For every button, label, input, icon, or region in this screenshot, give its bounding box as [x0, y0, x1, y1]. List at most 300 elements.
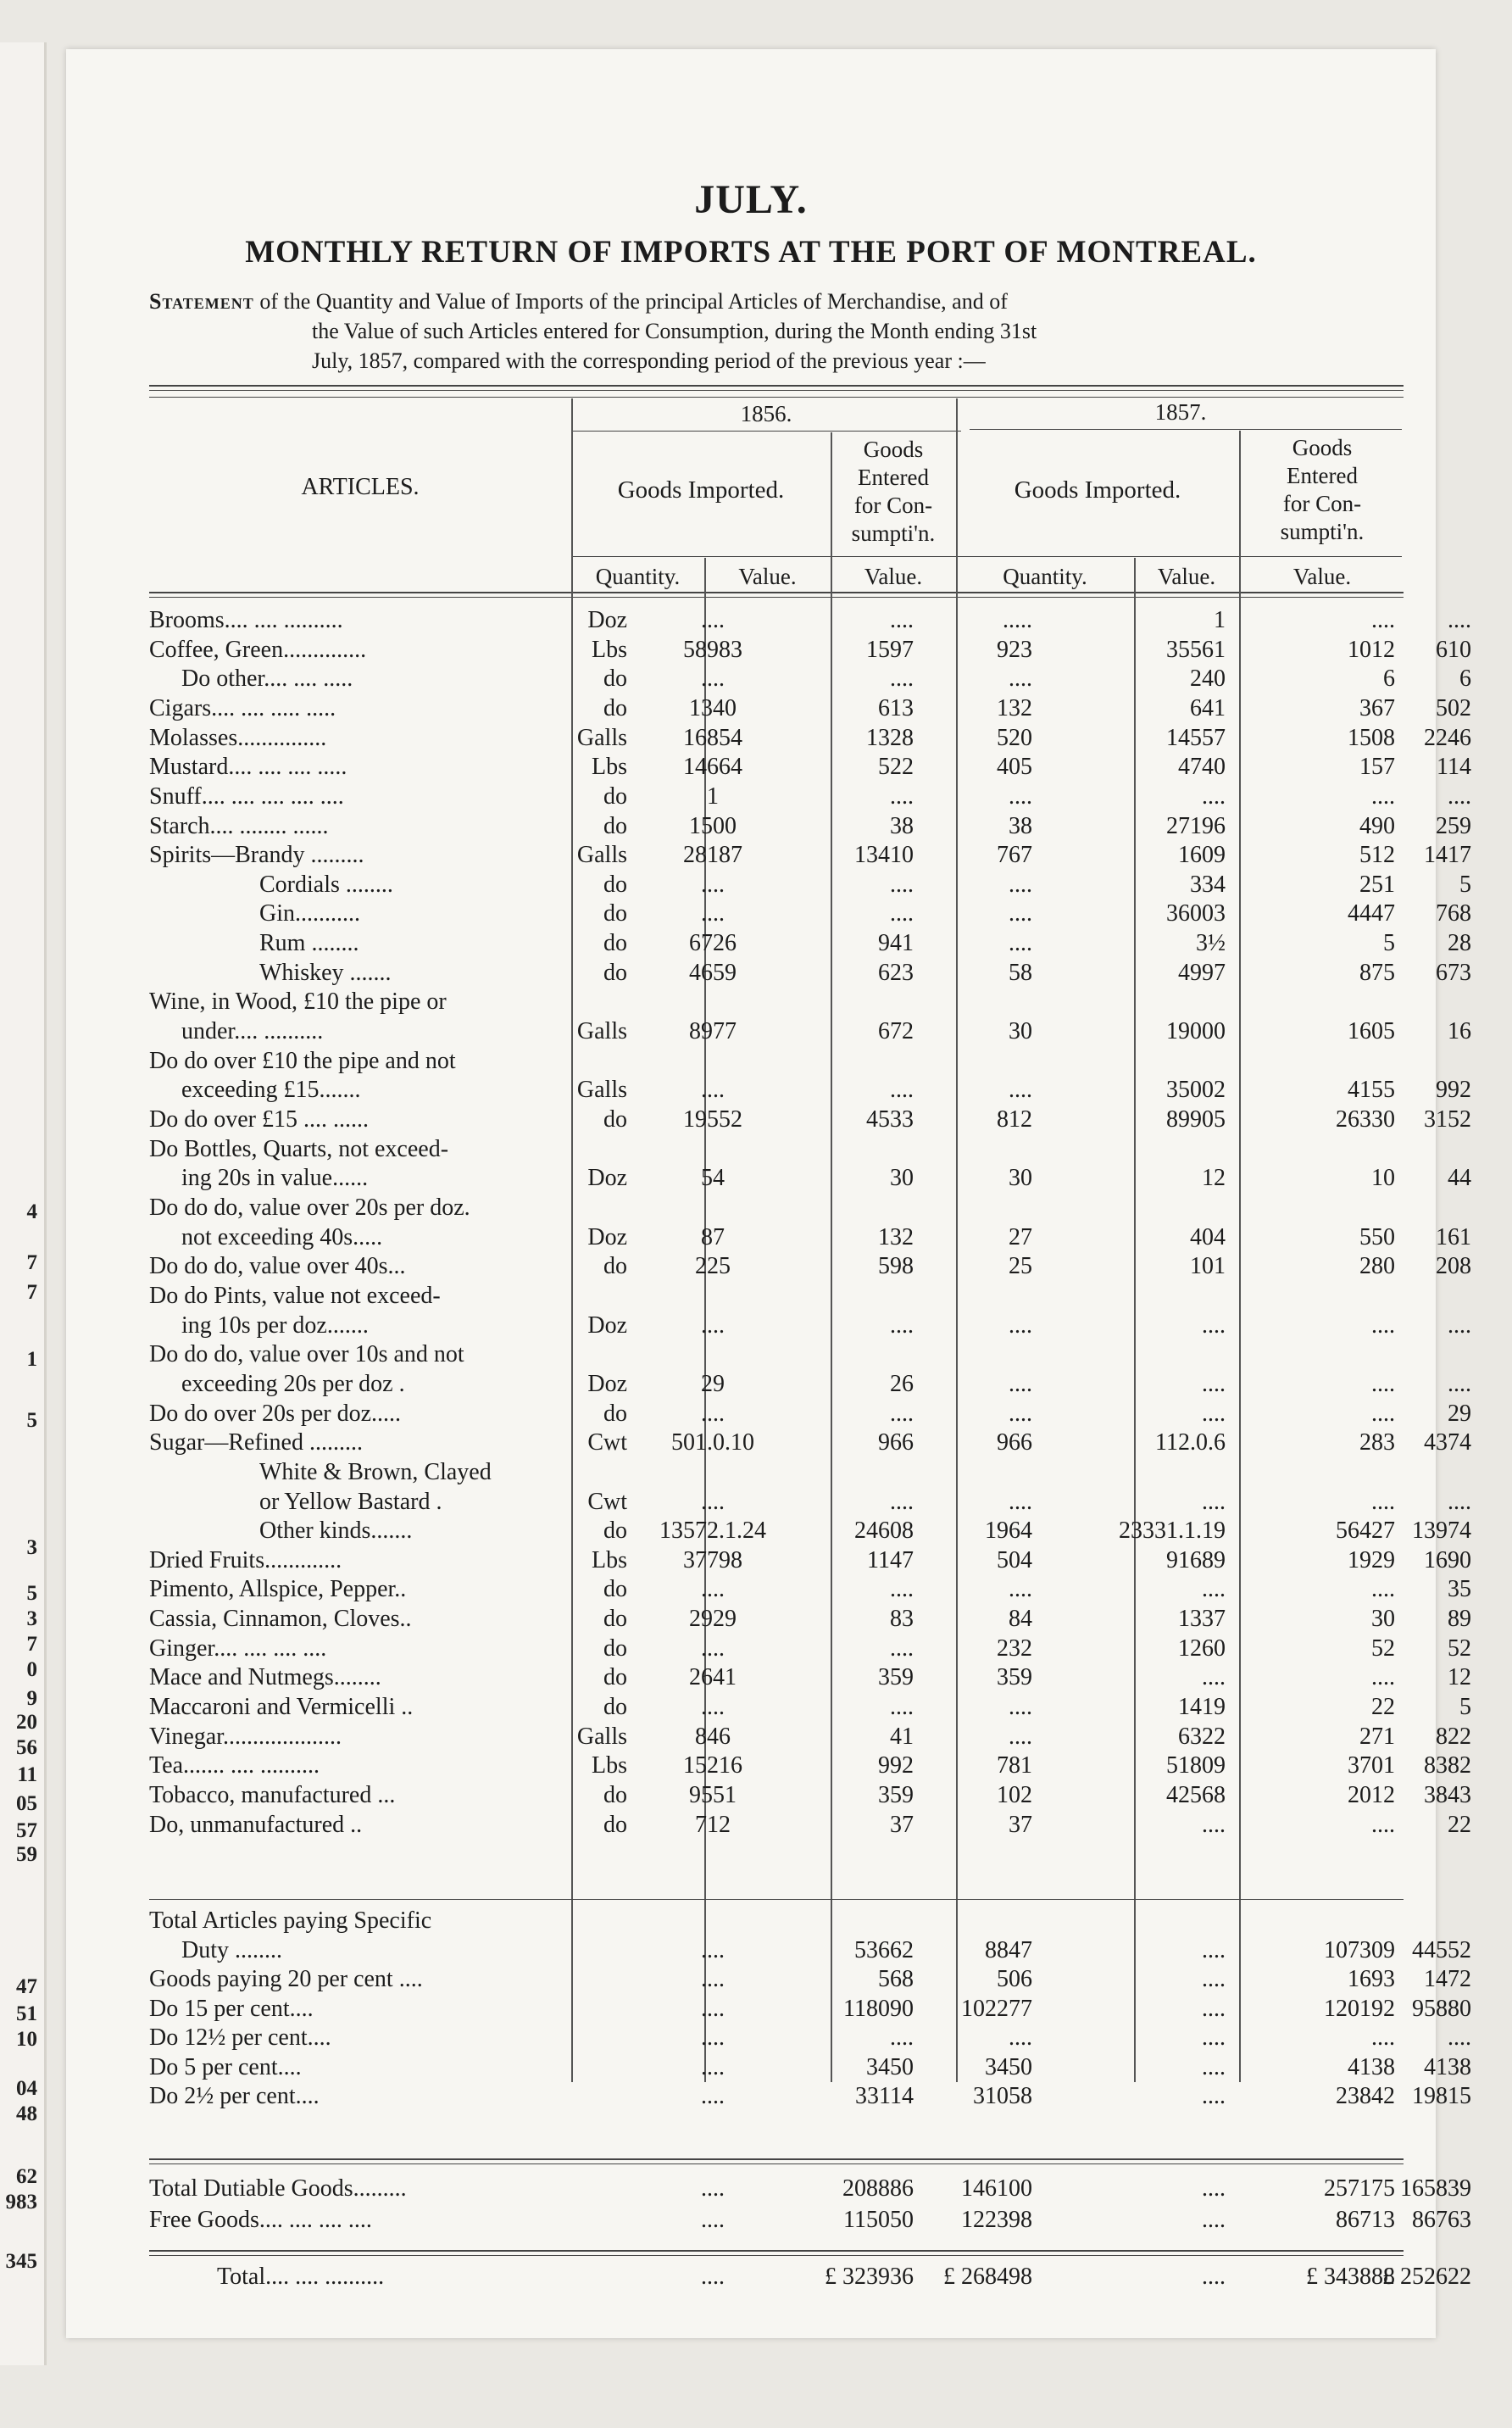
- article-name: Do 2½ per cent....: [149, 2083, 320, 2109]
- quantity-1857-cell: 1609: [1178, 842, 1226, 868]
- quantity-1856-cell: ....: [701, 1576, 725, 1602]
- quantity-1856-cell: ....: [701, 2175, 725, 2202]
- article-name: Do do over 20s per doz.....: [149, 1401, 402, 1427]
- rule-before-summary: [149, 1899, 1404, 1900]
- value-1856-cell: 672: [878, 1018, 914, 1044]
- table-row: [149, 1576, 1471, 1605]
- article-name: ing 10s per doz.......: [181, 1312, 369, 1339]
- article-name: White & Brown, Clayed: [259, 1459, 492, 1485]
- entered-1856-cell: 359: [997, 1664, 1032, 1690]
- article-name: Coffee, Green..............: [149, 637, 367, 663]
- quantity-1857-cell: ....: [1202, 2175, 1226, 2202]
- previous-page-number: 5: [26, 1409, 37, 1432]
- entered-1856-cell: 520: [997, 725, 1032, 751]
- value-1857-cell: 10: [1371, 1165, 1395, 1191]
- quantity-1857-cell: ....: [1202, 1401, 1226, 1427]
- value-1857-cell: ....: [1371, 1489, 1395, 1515]
- table-row: [149, 1782, 1471, 1811]
- article-name: ing 20s in value......: [181, 1165, 369, 1191]
- entered-1857-cell: 259: [1436, 813, 1471, 839]
- value-1856-cell: 568: [878, 1966, 914, 1992]
- statement-line-1: of the Quantity and Value of Imports of the principal Articles of Merchandise, and of: [259, 289, 1008, 314]
- value-1856-cell: 208886: [842, 2175, 914, 2202]
- quantity-1856-cell: ....: [701, 1996, 725, 2022]
- quantity-1857-cell: 27196: [1166, 813, 1226, 839]
- quantity-1857-cell: ....: [1202, 2207, 1226, 2233]
- article-unit: do: [603, 1782, 627, 1808]
- article-unit: Doz: [587, 1165, 627, 1191]
- previous-page-number: 57: [16, 1819, 37, 1842]
- table-row: [149, 1752, 1471, 1781]
- entered-1857-cell: 610: [1436, 637, 1471, 663]
- article-name: Ginger.... .... .... ....: [149, 1635, 327, 1662]
- article-name: Vinegar....................: [149, 1724, 342, 1750]
- value-1856-cell: 1147: [867, 1547, 914, 1573]
- value-1857-cell: ....: [1371, 783, 1395, 810]
- table-row: [149, 665, 1471, 694]
- quantity-1857-cell: ....: [1202, 1664, 1226, 1690]
- entered-1857-cell: 165839: [1400, 2175, 1471, 2202]
- entered-1856-cell: 3450: [985, 2054, 1032, 2080]
- value-1857-cell: 22: [1371, 1694, 1395, 1720]
- quantity-1857-cell: 23331.1.19: [1119, 1518, 1226, 1544]
- quantity-1856-cell: 846: [695, 1724, 731, 1750]
- quantity-1857-cell: 35561: [1166, 637, 1226, 663]
- entered-1856-cell: 84: [1009, 1606, 1032, 1632]
- quantity-1857-cell: 89905: [1166, 1106, 1226, 1133]
- previous-page-number: 56: [16, 1736, 37, 1759]
- entered-1857-cell: 768: [1436, 900, 1471, 927]
- value-1856-cell: ....: [890, 900, 914, 927]
- article-name: Other kinds.......: [259, 1518, 413, 1544]
- page-title: MONTHLY RETURN OF IMPORTS AT THE PORT OF MONTREAL.: [245, 235, 1257, 270]
- quantity-1857-cell: 4740: [1178, 754, 1226, 780]
- entered-1857-cell: ....: [1448, 607, 1471, 633]
- entered-1857-cell: 8382: [1424, 1752, 1471, 1779]
- article-unit: do: [603, 900, 627, 927]
- value-1856-cell: 115050: [843, 2207, 914, 2233]
- value-1857-cell: 1012: [1348, 637, 1395, 663]
- article-unit: do: [603, 813, 627, 839]
- previous-page-number: 20: [16, 1711, 37, 1734]
- rule-before-dutiable-thin: [149, 2163, 1404, 2164]
- entered-1856-cell: 27: [1009, 1224, 1032, 1250]
- article-unit: Cwt: [587, 1429, 627, 1456]
- quantity-1856-cell: ....: [701, 1312, 725, 1339]
- value-1856-cell: 118090: [843, 1996, 914, 2022]
- entered-1857-cell: 28: [1448, 930, 1471, 956]
- article-unit: Lbs: [592, 637, 627, 663]
- entered-1856-cell: 58: [1009, 960, 1032, 986]
- quantity-1856-cell: 15216: [683, 1752, 742, 1779]
- article-name: Dried Fruits.............: [149, 1547, 342, 1573]
- header-rule-subheads: [571, 556, 1402, 557]
- article-name: Rum ........: [259, 930, 359, 956]
- entered-1857-cell: ....: [1448, 1312, 1471, 1339]
- value-1857-cell: 257175: [1324, 2175, 1395, 2202]
- header-rule-bottom: [149, 592, 1404, 593]
- article-name: Duty ........: [181, 1937, 282, 1963]
- article-name: Free Goods.... .... .... ....: [149, 2207, 372, 2233]
- entered-1856-cell: ....: [1009, 872, 1032, 898]
- article-name: Total Articles paying Specific: [149, 1907, 432, 1934]
- entered-1857-cell: 208: [1436, 1253, 1471, 1279]
- rule-before-total-thin: [149, 2255, 1404, 2256]
- value-1857-cell: 251: [1359, 872, 1395, 898]
- value-1857-cell: 490: [1359, 813, 1395, 839]
- quantity-1856-cell: 225: [695, 1253, 731, 1279]
- value-1856-cell: 13410: [854, 842, 914, 868]
- summary-row: [149, 1966, 1471, 1995]
- entered-1857-cell: 3152: [1424, 1106, 1471, 1133]
- value-1857-cell: ....: [1371, 607, 1395, 633]
- table-row: [149, 1401, 1471, 1429]
- previous-page-number: 48: [16, 2102, 37, 2125]
- value-1856-cell: ....: [890, 1077, 914, 1103]
- value-1857-cell: 6: [1383, 665, 1395, 692]
- article-name: exceeding £15.......: [181, 1077, 361, 1103]
- entered-1856-cell: 31058: [973, 2083, 1032, 2109]
- article-unit: do: [603, 783, 627, 810]
- header-rule-1856: [571, 431, 961, 432]
- table-row: [149, 1341, 1404, 1370]
- value-1857-cell: 26330: [1336, 1106, 1395, 1133]
- entered-1857-cell: 2246: [1424, 725, 1471, 751]
- quantity-1857-cell: 1337: [1178, 1606, 1226, 1632]
- quantity-1856-cell: ....: [701, 2083, 725, 2109]
- article-unit: Doz: [587, 1371, 627, 1397]
- table-row: [149, 1664, 1471, 1693]
- value-1857-cell: ....: [1371, 1664, 1395, 1690]
- quantity-1857-cell: ....: [1202, 2024, 1226, 2051]
- value-1856-cell: ....: [890, 1312, 914, 1339]
- value-1857-cell: 367: [1359, 695, 1395, 721]
- table-row: [149, 988, 1404, 1017]
- entered-1857-cell: 13974: [1412, 1518, 1471, 1544]
- value-1856-cell: 623: [878, 960, 914, 986]
- quantity-1857-cell: ....: [1202, 783, 1226, 810]
- quantity-1857-cell: ....: [1202, 1996, 1226, 2022]
- table-row: [149, 813, 1471, 842]
- quantity-1857-cell: ....: [1202, 1371, 1226, 1397]
- entered-1856-cell: 767: [997, 842, 1032, 868]
- header-entered-line: Goods: [863, 437, 924, 462]
- table-row: [149, 1253, 1471, 1282]
- quantity-1857-cell: 1260: [1178, 1635, 1226, 1662]
- value-1856-cell: ....: [890, 1635, 914, 1662]
- article-unit: do: [603, 1606, 627, 1632]
- value-1857-cell: 157: [1359, 754, 1395, 780]
- value-1857-cell: ....: [1371, 1576, 1395, 1602]
- entered-1857-cell: ....: [1448, 783, 1471, 810]
- article-unit: do: [603, 695, 627, 721]
- previous-page-number: 3: [26, 1607, 37, 1630]
- quantity-1857-cell: ....: [1202, 1489, 1226, 1515]
- table-row: [149, 783, 1471, 812]
- article-name: Tobacco, manufactured ...: [149, 1782, 396, 1808]
- article-unit: do: [603, 1576, 627, 1602]
- entered-1856-cell: 504: [997, 1547, 1032, 1573]
- total-row: [149, 2264, 1471, 2292]
- quantity-1857-cell: ....: [1202, 2054, 1226, 2080]
- header-goods-imported-1856: Goods Imported.: [617, 476, 785, 504]
- entered-1856-cell: 38: [1009, 813, 1032, 839]
- value-1857-cell: 1693: [1348, 1966, 1395, 1992]
- quantity-1856-cell: 1340: [689, 695, 737, 721]
- page-month-heading: JULY.: [694, 177, 808, 222]
- header-entered-line: Goods: [1292, 435, 1353, 460]
- table-row: [149, 1018, 1471, 1047]
- value-1856-cell: 83: [890, 1606, 914, 1632]
- table-row: [149, 842, 1471, 871]
- entered-1857-cell: 673: [1436, 960, 1471, 986]
- value-1857-cell: 4447: [1348, 900, 1395, 927]
- previous-page-number: 04: [16, 2077, 37, 2100]
- entered-1857-cell: 35: [1448, 1576, 1471, 1602]
- article-name: Starch.... ........ ......: [149, 813, 329, 839]
- entered-1857-cell: 86763: [1412, 2207, 1471, 2233]
- table-row: [149, 1077, 1471, 1105]
- quantity-1856-cell: 29: [701, 1371, 725, 1397]
- header-rule-second: [149, 397, 1404, 398]
- value-1857-cell: 1929: [1348, 1547, 1395, 1573]
- entered-1856-cell: 8847: [985, 1937, 1032, 1963]
- entered-1857-cell: 89: [1448, 1606, 1471, 1632]
- quantity-1857-cell: 42568: [1166, 1782, 1226, 1808]
- article-name: Mace and Nutmegs........: [149, 1664, 381, 1690]
- previous-page-number: 983: [5, 2191, 37, 2214]
- previous-page-number: 7: [26, 1633, 37, 1656]
- entered-1857-cell: 44: [1448, 1165, 1471, 1191]
- value-1856-cell: 613: [878, 695, 914, 721]
- entered-1857-cell: 822: [1436, 1724, 1471, 1750]
- table-row: [149, 637, 1471, 665]
- previous-page-number: 7: [26, 1251, 37, 1274]
- header-entered-line: for Con-: [853, 493, 933, 518]
- quantity-1857-cell: ....: [1202, 1937, 1226, 1963]
- value-1857-cell: 30: [1371, 1606, 1395, 1632]
- quantity-1857-cell: 404: [1190, 1224, 1226, 1250]
- statement-lead: Statement: [149, 289, 254, 314]
- entered-1857-cell: 161: [1436, 1224, 1471, 1250]
- article-name: Whiskey .......: [259, 960, 392, 986]
- article-name: Molasses...............: [149, 725, 327, 751]
- header-goods-entered-1857: [1239, 434, 1405, 546]
- quantity-1857-cell: 51809: [1166, 1752, 1226, 1779]
- article-unit: do: [603, 1664, 627, 1690]
- previous-page-edge: [0, 42, 47, 2365]
- value-1856-cell: ....: [890, 1694, 914, 1720]
- article-unit: do: [603, 930, 627, 956]
- value-1856-cell: ....: [890, 607, 914, 633]
- value-1856-cell: 132: [878, 1224, 914, 1250]
- value-1857-cell: 120192: [1324, 1996, 1395, 2022]
- table-row: [149, 1635, 1471, 1664]
- rule-before-total: [149, 2250, 1404, 2252]
- article-name: Gin...........: [259, 900, 360, 927]
- article-name: Do 15 per cent....: [149, 1996, 314, 2022]
- article-unit: Lbs: [592, 1547, 627, 1573]
- value-1856-cell: ....: [890, 1401, 914, 1427]
- previous-page-number: 4: [26, 1200, 37, 1223]
- value-1857-cell: 5: [1383, 930, 1395, 956]
- value-1856-cell: 41: [890, 1724, 914, 1750]
- article-name: Do do do, value over 40s...: [149, 1253, 406, 1279]
- statement-paragraph: [149, 287, 1378, 376]
- entered-1857-cell: 1690: [1424, 1547, 1471, 1573]
- article-unit: do: [603, 1106, 627, 1133]
- value-1857-cell: 3701: [1348, 1752, 1395, 1779]
- value-1857-cell: 1605: [1348, 1018, 1395, 1044]
- entered-1857-cell: 95880: [1412, 1996, 1471, 2022]
- value-1856-cell: 33114: [855, 2083, 914, 2109]
- document-page: [66, 49, 1471, 2338]
- entered-1856-cell: ....: [1009, 1489, 1032, 1515]
- value-1856-cell: 941: [878, 930, 914, 956]
- quantity-1856-cell: 712: [695, 1812, 731, 1838]
- article-name: Do other.... .... .....: [181, 665, 353, 692]
- total-value-1856-cell: £ 323936: [825, 2264, 914, 2290]
- entered-1856-cell: ....: [1009, 1077, 1032, 1103]
- summary-row: [149, 1937, 1471, 1966]
- summary-row: [149, 1996, 1471, 2024]
- summary-row: [149, 1907, 1404, 1936]
- article-name: Spirits—Brandy .........: [149, 842, 364, 868]
- entered-1856-cell: ....: [1009, 1401, 1032, 1427]
- quantity-1856-cell: ....: [701, 1966, 725, 1992]
- previous-page-number: 345: [5, 2250, 37, 2273]
- previous-page-number: 9: [26, 1687, 37, 1710]
- value-1856-cell: 359: [878, 1664, 914, 1690]
- article-name: Snuff.... .... .... .... ....: [149, 783, 344, 810]
- table-row: [149, 1429, 1471, 1458]
- value-1856-cell: ....: [890, 1489, 914, 1515]
- value-1857-cell: 23842: [1336, 2083, 1395, 2109]
- article-unit: Doz: [587, 1312, 627, 1339]
- entered-1857-cell: 5: [1459, 872, 1471, 898]
- quantity-1857-cell: ....: [1202, 1576, 1226, 1602]
- article-unit: do: [603, 1812, 627, 1838]
- article-name: Do 12½ per cent....: [149, 2024, 331, 2051]
- entered-1857-cell: 502: [1436, 695, 1471, 721]
- value-1857-cell: 875: [1359, 960, 1395, 986]
- header-year-1857: 1857.: [1154, 399, 1207, 425]
- article-name: or Yellow Bastard .: [259, 1489, 442, 1515]
- entered-1856-cell: 37: [1009, 1812, 1032, 1838]
- value-1857-cell: 550: [1359, 1224, 1395, 1250]
- header-value-1857: Value.: [1157, 564, 1216, 589]
- article-unit: Galls: [576, 725, 627, 751]
- summary-row: [149, 2054, 1471, 2083]
- entered-1856-cell: 102277: [961, 1996, 1032, 2022]
- entered-1857-cell: 5: [1459, 1694, 1471, 1720]
- quantity-1856-cell: 2641: [689, 1664, 737, 1690]
- entered-1856-cell: ....: [1009, 900, 1032, 927]
- entered-1857-cell: 19815: [1412, 2083, 1471, 2109]
- entered-1857-cell: 16: [1448, 1018, 1471, 1044]
- quantity-1857-cell: ....: [1202, 2083, 1226, 2109]
- table-row: [149, 1224, 1471, 1253]
- quantity-1856-cell: ....: [701, 1489, 725, 1515]
- quantity-1856-cell: 87: [701, 1224, 725, 1250]
- header-rule-1857: [970, 429, 1402, 430]
- quantity-1856-cell: 2929: [689, 1606, 737, 1632]
- quantity-1856-cell: ....: [701, 665, 725, 692]
- value-1856-cell: 4533: [866, 1106, 914, 1133]
- quantity-1856-cell: 1: [707, 783, 719, 810]
- value-1856-cell: 3450: [866, 2054, 914, 2080]
- value-1857-cell: 283: [1359, 1429, 1395, 1456]
- quantity-1856-cell: ....: [701, 900, 725, 927]
- article-unit: do: [603, 1694, 627, 1720]
- table-row: [149, 1459, 1404, 1488]
- header-rule-bottom-thin: [149, 597, 1404, 598]
- quantity-1856-cell: 501.0.10: [671, 1429, 754, 1456]
- value-1856-cell: 37: [890, 1812, 914, 1838]
- value-1857-cell: 512: [1359, 842, 1395, 868]
- entered-1856-cell: 132: [997, 695, 1032, 721]
- table-row: [149, 930, 1471, 959]
- entered-1856-cell: 30: [1009, 1018, 1032, 1044]
- entered-1857-cell: ....: [1448, 1371, 1471, 1397]
- value-1857-cell: ....: [1371, 2024, 1395, 2051]
- article-name: Do do over £15 .... ......: [149, 1106, 369, 1133]
- quantity-1856-cell: 54: [701, 1165, 725, 1191]
- quantity-1857-cell: ....: [1202, 1312, 1226, 1339]
- quantity-1856-cell: ....: [701, 1635, 725, 1662]
- entered-1857-cell: 992: [1436, 1077, 1471, 1103]
- previous-page-number: 1: [26, 1348, 37, 1371]
- quantity-1857-cell: ....: [1202, 1966, 1226, 1992]
- quantity-1857-cell: 4997: [1178, 960, 1226, 986]
- table-row: [149, 1136, 1404, 1165]
- quantity-1857-cell: 6322: [1178, 1724, 1226, 1750]
- table-row: [149, 1283, 1404, 1311]
- header-rule-top: [149, 385, 1404, 387]
- entered-1857-cell: 44552: [1412, 1937, 1471, 1963]
- entered-1857-cell: 1472: [1424, 1966, 1471, 1992]
- article-unit: Lbs: [592, 754, 627, 780]
- previous-page-number: 3: [26, 1536, 37, 1559]
- value-1856-cell: ....: [890, 2024, 914, 2051]
- article-unit: Cwt: [587, 1489, 627, 1515]
- article-unit: do: [603, 1401, 627, 1427]
- header-year-1856: 1856.: [740, 401, 792, 426]
- quantity-1857-cell: 12: [1202, 1165, 1226, 1191]
- value-1856-cell: 1328: [866, 725, 914, 751]
- quantity-1856-cell: ....: [701, 2207, 725, 2233]
- entered-1856-cell: 781: [997, 1752, 1032, 1779]
- total-entered-1856-cell: £ 268498: [943, 2264, 1032, 2290]
- value-1857-cell: ....: [1371, 1812, 1395, 1838]
- header-goods-imported-1857: Goods Imported.: [1014, 476, 1181, 504]
- table-row: [149, 1106, 1471, 1135]
- header-entered-value-1857: Value.: [1292, 564, 1352, 589]
- entered-1856-cell: ....: [1009, 665, 1032, 692]
- quantity-1856-cell: 28187: [683, 842, 742, 868]
- header-quantity-1856: Quantity.: [595, 564, 681, 589]
- table-row: [149, 1547, 1471, 1576]
- article-unit: do: [603, 1518, 627, 1544]
- article-unit: do: [603, 1253, 627, 1279]
- header-goods-entered-1856: [831, 436, 956, 548]
- value-1856-cell: 966: [878, 1429, 914, 1456]
- previous-page-number: 59: [16, 1843, 37, 1866]
- entered-1856-cell: ....: [1009, 1724, 1032, 1750]
- quantity-1856-cell: 4659: [689, 960, 737, 986]
- article-name: exceeding 20s per doz .: [181, 1371, 405, 1397]
- total-entered-1857-cell: £ 252622: [1382, 2264, 1471, 2290]
